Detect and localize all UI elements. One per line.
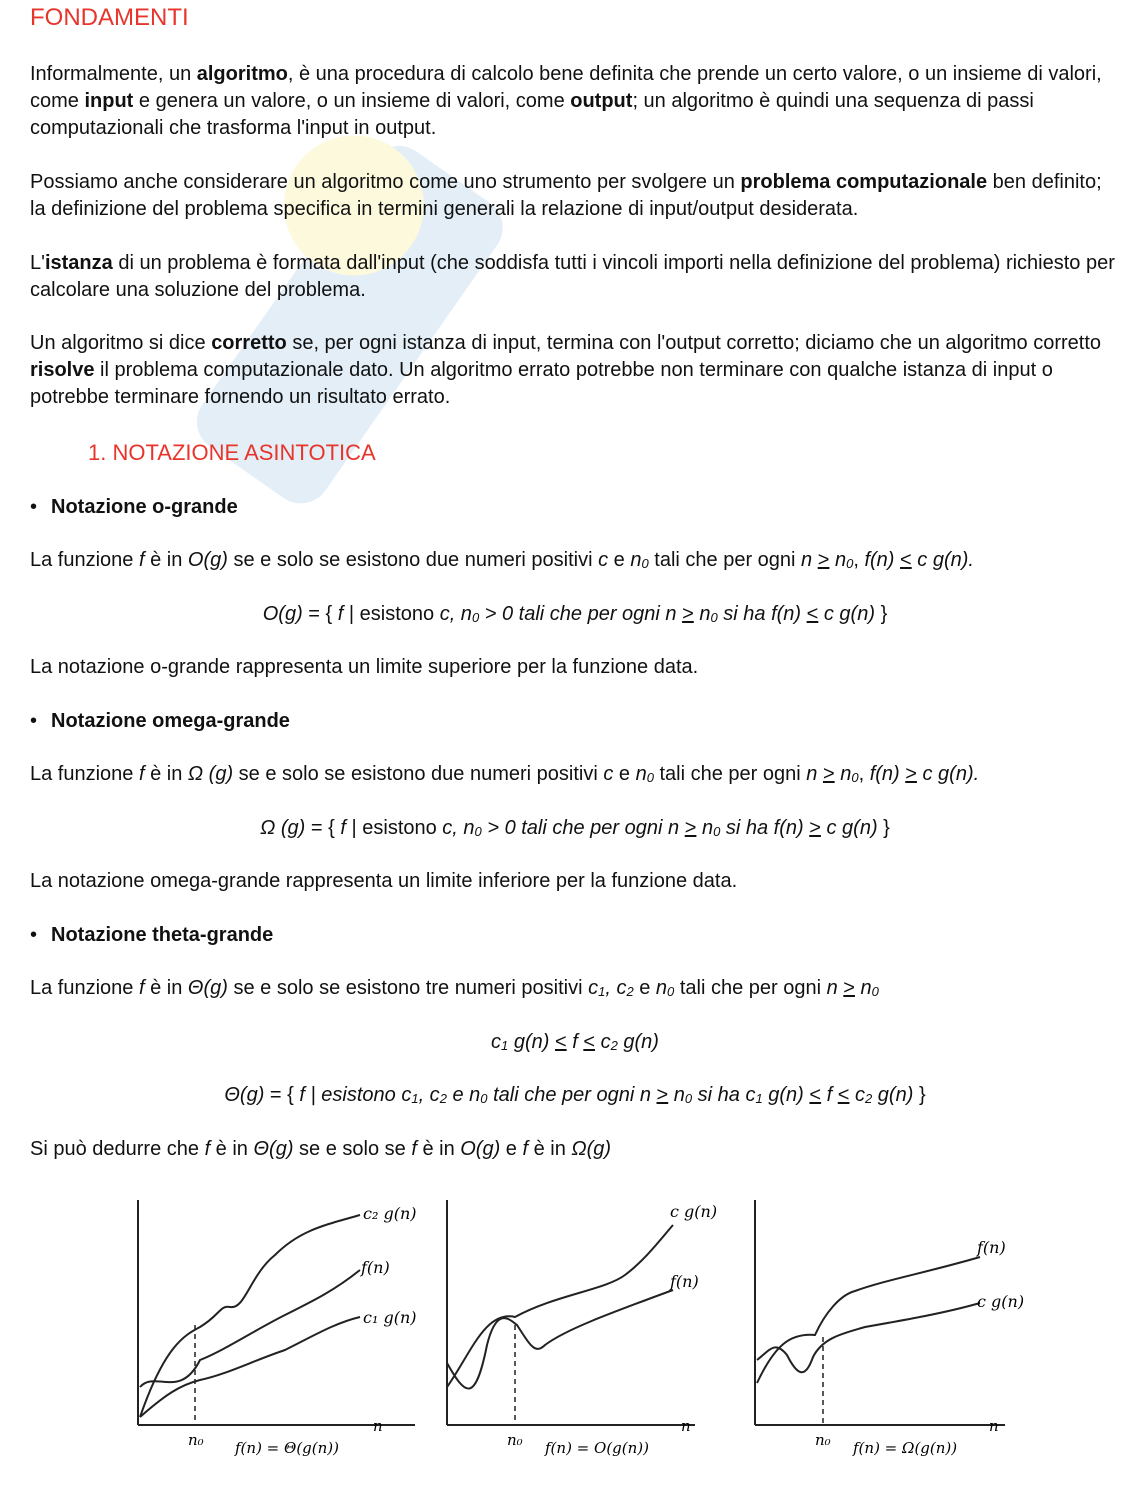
- graph-omega-label-f: f(n): [977, 1238, 1006, 1257]
- graph-theta-label-f: f(n): [361, 1258, 390, 1277]
- graph-o-n0: n₀: [507, 1431, 523, 1449]
- omega-description: La notazione omega-grande rappresenta un limite inferiore per la funzione data.: [30, 870, 738, 892]
- omega-set-definition: Ω (g) = { f | esistono c, $n_0 > 0$ tali che per ogni $n > n_0$ si ha f(n) > c g(n) }: [260, 817, 890, 839]
- theta-set-definition: Θ(g) = { f | esistono $c_1$, $c_2$ e $n_0$ tali che per ogni $n > n_0$ si ha $c_1$ $g(n) < f < c_2$ g(n) }: [224, 1084, 926, 1106]
- paragraph-correct: Un algoritmo si dice corretto se, per ogni istanza di input, termina con l'output corretto; diciamo che un algoritmo corretto risolve il problema computazionale dato. Un algoritmo errato potrebbe non terminare con qualche istanza di input o potrebbe terminare fornendo un risultato errato.: [30, 332, 1102, 408]
- graph-omega-f-curve: [757, 1257, 980, 1383]
- graph-theta-caption: f(n) = Θ(g(n)): [235, 1439, 339, 1457]
- graph-omega-caption: f(n) = Ω(g(n)): [853, 1439, 958, 1457]
- o-description: La notazione o-grande rappresenta un limite superiore per la funzione data.: [30, 656, 699, 678]
- section-title: 1. NOTAZIONE ASINTOTICA: [88, 440, 376, 465]
- omega-icon: Ω: [187, 763, 204, 785]
- graph-theta-label-c1g: c₁ g(n): [363, 1308, 417, 1327]
- bullet-omega-grande: • Notazione omega-grande: [30, 710, 290, 732]
- paragraph-algorithm: Informalmente, un algoritmo, è una procedura di calcolo bene definita che prende un certo valore, o un insieme di valori, come input e genera un valore, o un insieme di valori, come output; un algoritmo è quindi una sequenza di passi computazionali che trasforma l'input in output.: [30, 63, 1102, 139]
- graph-o-caption: f(n) = O(g(n)): [545, 1439, 649, 1457]
- graph-o: [447, 1200, 717, 1457]
- graph-o-f-curve: [447, 1290, 673, 1389]
- graph-omega-cg-curve: [757, 1303, 980, 1372]
- paragraph-problem: Possiamo anche considerare un algoritmo come uno strumento per svolgere un problema computazionale ben definito; la definizione del problema specifica in termini generali la relazione di input/output desiderata.: [30, 171, 1102, 220]
- asymptotic-graphs: [125, 1195, 1045, 1475]
- page-title: FONDAMENTI: [30, 4, 189, 31]
- graph-theta-label-c2g: c₂ g(n): [363, 1204, 417, 1223]
- bullet-theta-grande: • Notazione theta-grande: [30, 924, 274, 946]
- graph-o-label-cg: c g(n): [670, 1202, 718, 1221]
- graph-theta-n0: n₀: [188, 1431, 204, 1449]
- graph-omega-n0: n₀: [815, 1431, 831, 1449]
- graph-theta-c2g-curve: [140, 1215, 360, 1417]
- graph-omega-label-cg: c g(n): [977, 1292, 1025, 1311]
- o-definition: La funzione f è in O(g) se e solo se esistono due numeri positivi c e $n_0$ tali che per ogni $n > n_0$, f(n) < c g(n).: [30, 549, 974, 571]
- graph-o-label-f: f(n): [670, 1272, 699, 1291]
- omega-definition: La funzione f è in Ω (g) se e solo se esistono due numeri positivi c e $n_0$ tali che per ogni $n > n_0$, f(n) > c g(n).: [30, 763, 980, 785]
- paragraph-instance: L'istanza di un problema è formata dall'input (che soddisfa tutti i vincoli importi nella definizione del problema) richiesto per calcolare una soluzione del problema.: [30, 252, 1115, 301]
- graph-theta: [138, 1200, 417, 1457]
- theta-inequality: $c_1$ $g(n) < f < c_2$ g(n): [491, 1031, 659, 1053]
- graph-o-axis-n: n: [681, 1417, 691, 1435]
- graph-theta-c1g-curve: [140, 1317, 360, 1417]
- o-set-definition: O(g) = { f | esistono c, $n_0 > 0$ tali che per ogni $n > n_0$ si ha f(n) < c g(n) }: [262, 603, 888, 625]
- graph-omega: [755, 1200, 1024, 1457]
- bullet-o-grande: • Notazione o-grande: [30, 496, 238, 518]
- deduction-line: Si può dedurre che f è in Θ(g) se e solo se f è in O(g) e f è in Ω(g): [30, 1138, 612, 1160]
- graph-theta-axis-n: n: [373, 1417, 383, 1435]
- graph-o-cg-curve: [447, 1225, 673, 1387]
- graph-omega-axis-n: n: [989, 1417, 999, 1435]
- theta-definition: La funzione f è in Θ(g) se e solo se esistono tre numeri positivi $c_1$, $c_2$ e $n_0$ tali che per ogni $n > n_0$: [30, 977, 879, 999]
